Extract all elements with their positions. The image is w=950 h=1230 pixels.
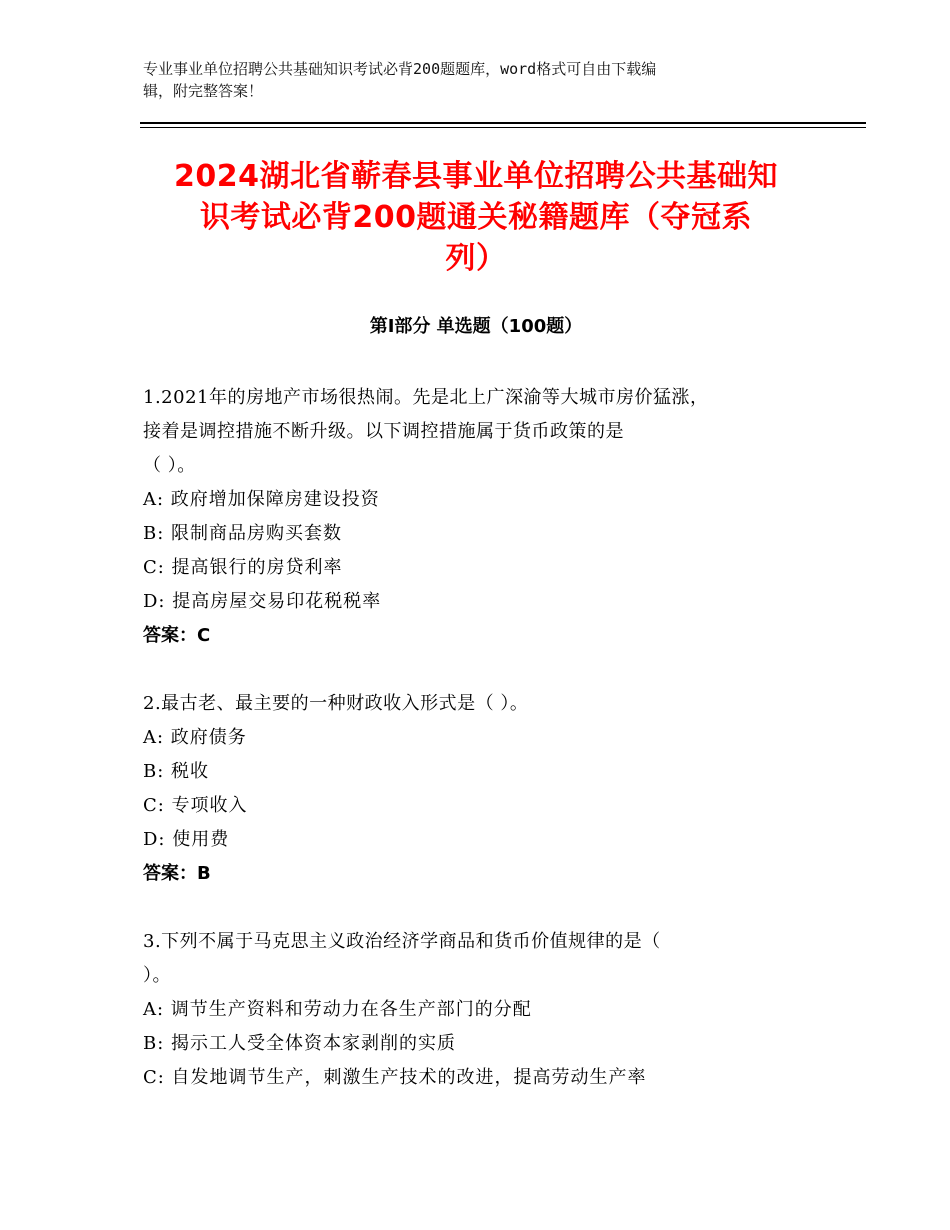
question-3-line-2: ）。 <box>143 965 171 986</box>
question-1-option-b: B: 限制商品房购买套数 <box>143 523 343 544</box>
question-1-line-2: 接着是调控措施不断升级。以下调控措施属于货币政策的是 <box>143 421 624 442</box>
question-1 <box>143 381 803 653</box>
question-3-line-1: 3.下列不属于马克思主义政治经济学商品和货币价值规律的是（ <box>143 931 661 952</box>
question-3 <box>143 925 803 1095</box>
header-note-line-1: 专业事业单位招聘公共基础知识考试必背200题题库，word格式可自由下载编 <box>143 60 657 78</box>
document-title-line-1: 2024湖北省蕲春县事业单位招聘公共基础知 <box>174 159 778 194</box>
question-1-option-c: C: 提高银行的房贷利率 <box>143 557 343 578</box>
question-2-line-1: 2.最古老、最主要的一种财政收入形式是（ ）。 <box>143 693 529 714</box>
question-2-option-d: D: 使用费 <box>143 829 230 850</box>
header-rule-thick <box>140 122 866 124</box>
document-title <box>140 156 812 279</box>
document-title-line-2: 识考试必背200题通关秘籍题库（夺冠系 <box>199 200 753 235</box>
question-3-option-a: A: 调节生产资料和劳动力在各生产部门的分配 <box>143 999 532 1020</box>
question-1-answer: 答案：C <box>143 625 211 646</box>
question-2-option-b: B: 税收 <box>143 761 210 782</box>
question-1-option-d: D: 提高房屋交易印花税税率 <box>143 591 382 612</box>
question-list <box>143 381 803 1129</box>
question-2-option-a: A: 政府债务 <box>143 727 247 748</box>
question-3-option-b: B: 揭示工人受全体资本家剥削的实质 <box>143 1033 457 1054</box>
question-1-option-a: A: 政府增加保障房建设投资 <box>143 489 380 510</box>
question-3-option-c: C: 自发地调节生产，刺激生产技术的改进，提高劳动生产率 <box>143 1067 647 1088</box>
section-title: 第Ⅰ部分 单选题（100题） <box>369 316 583 337</box>
question-1-line-1: 1.2021年的房地产市场很热闹。先是北上广深渝等大城市房价猛涨， <box>143 387 709 408</box>
question-1-line-3: （ ）。 <box>143 455 196 476</box>
header-note <box>143 58 803 102</box>
header-note-line-2: 辑，附完整答案！ <box>143 82 264 100</box>
document-title-line-3: 列） <box>445 241 507 276</box>
question-2-option-c: C: 专项收入 <box>143 795 248 816</box>
question-2 <box>143 687 803 891</box>
question-2-answer: 答案：B <box>143 863 211 884</box>
header-rule-thin <box>140 127 866 128</box>
